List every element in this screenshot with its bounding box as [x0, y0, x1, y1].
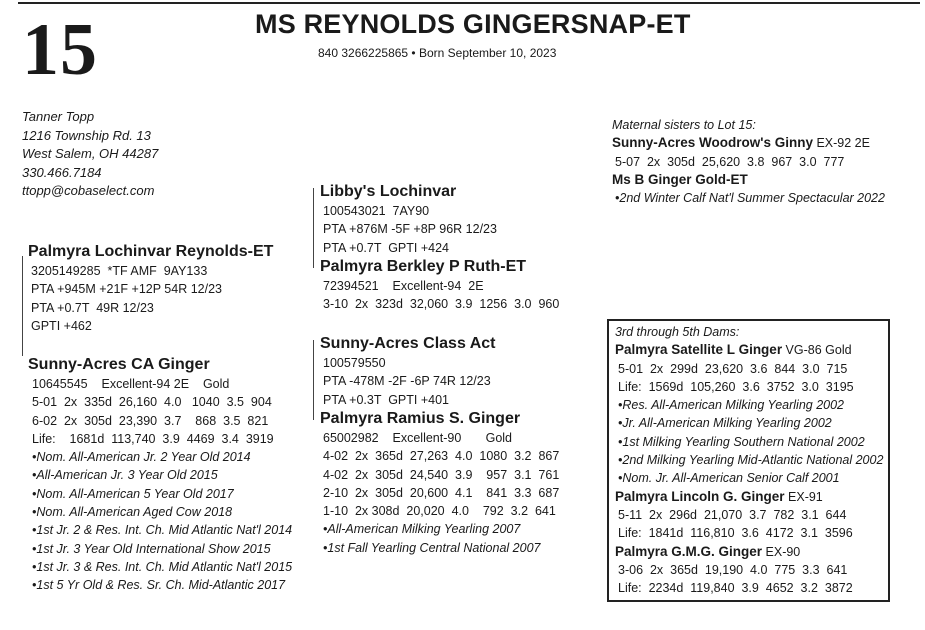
dam-dam-line: 4-02 2x 365d 27,263 4.0 1080 3.2 867 [323, 449, 560, 464]
consignor-address-line-1: 1216 Township Rd. 13 [22, 127, 151, 143]
dam-line: 10645545 Excellent-94 2E Gold [32, 377, 230, 391]
pedigree-connector-sire-dam [22, 256, 23, 356]
sire-line: GPTI +462 [31, 318, 92, 333]
dam4-line: Life: 1841d 116,810 3.6 4172 3.1 3596 [618, 526, 853, 541]
consignor-email: ttopp@cobaselect.com [22, 183, 155, 198]
sire-sire-block [320, 182, 497, 257]
dams-box-heading: 3rd through 5th Dams: [615, 325, 740, 339]
lot-number: 15 [22, 9, 98, 91]
consignor-address-line-2: West Salem, OH 44287 [22, 146, 159, 161]
dam5-score: EX-90 [762, 544, 801, 559]
dam5-line: Life: 2234d 119,840 3.9 4652 3.2 3872 [618, 581, 853, 596]
dams-box-content [615, 323, 883, 597]
dam-sire-block [320, 334, 495, 409]
maternal-sisters-heading: Maternal sisters to Lot 15: [612, 118, 756, 132]
dam3-line: 5-01 2x 299d 23,620 3.6 844 3.0 715 [618, 361, 848, 376]
consignor-name: Tanner Topp [22, 109, 95, 124]
sire-line: 3205149285 *TF AMF 9AY133 [31, 264, 208, 278]
dam-dam-block [320, 409, 559, 557]
dam-honor: •1st Jr. 3 & Res. Int. Ch. Mid Atlantic Nat'l 2015 [32, 559, 293, 574]
sire-sire-name: Libby's Lochinvar [320, 183, 457, 200]
dam-dam-line: 2-10 2x 305d 20,600 4.1 841 3.3 687 [323, 485, 560, 500]
consignor-phone: 330.466.7184 [22, 164, 102, 180]
dam-dam-name: Palmyra Ramius S. Ginger [320, 410, 521, 427]
dam-name: Sunny-Acres CA Ginger [28, 356, 210, 373]
sire-sire-line: PTA +0.7T GPTI +424 [323, 240, 449, 255]
dam-sire-line: 100579550 [323, 356, 386, 370]
dam3-line: Life: 1569d 105,260 3.6 3752 3.0 3195 [618, 379, 854, 394]
dam-dam-line: 1-10 2x 308d 20,020 4.0 792 3.2 641 [323, 504, 556, 519]
pedigree-connector-sire-parents [313, 188, 314, 268]
sister-name: Ms B Ginger Gold-ET [612, 172, 748, 188]
animal-name: MS REYNOLDS GINGERSNAP-ET [255, 9, 691, 39]
sister-score: EX-92 2E [812, 136, 870, 151]
maternal-sisters-block [612, 116, 885, 208]
dam-dam-honor: •All-American Milking Yearling 2007 [323, 522, 521, 537]
dam3-honor: •Nom. Jr. All-American Senior Calf 2001 [618, 471, 840, 486]
dam-dam-line: 4-02 2x 305d 24,540 3.9 957 3.1 761 [323, 467, 560, 482]
dam-sire-name: Sunny-Acres Class Act [320, 335, 496, 352]
dam-honor: •All-American Jr. 3 Year Old 2015 [32, 468, 218, 483]
dam-sire-line: PTA -478M -2F -6P 74R 12/23 [323, 374, 491, 389]
sire-name: Palmyra Lochinvar Reynolds-ET [28, 243, 274, 260]
sire-dam-block [320, 257, 559, 314]
dam3-honor: •Res. All-American Milking Yearling 2002 [618, 398, 845, 413]
consignor-info [22, 108, 158, 201]
sire-dam-line: 72394521 Excellent-94 2E [323, 279, 484, 293]
dam-honor: •Nom. All-American 5 Year Old 2017 [32, 486, 234, 501]
pedigree-connector-dam-parents [313, 340, 314, 420]
sister-honor: •2nd Winter Calf Nat'l Summer Spectacular 2022 [615, 191, 885, 206]
sire-block [28, 242, 273, 335]
dam4-line: 5-11 2x 296d 21,070 3.7 782 3.1 644 [618, 507, 847, 522]
registration-birth: 840 3266225865 • Born September 10, 2023 [318, 46, 557, 60]
dam5-name: Palmyra G.M.G. Ginger [615, 543, 763, 559]
sister-name: Sunny-Acres Woodrow's Ginny [612, 135, 813, 151]
dam3-honor: •2nd Milking Yearling Mid-Atlantic National 2002 [618, 453, 884, 468]
dam-line: Life: 1681d 113,740 3.9 4469 3.4 3919 [32, 431, 274, 446]
sire-sire-line: PTA +876M -5F +8P 96R 12/23 [323, 222, 497, 237]
dam-line: 5-01 2x 335d 26,160 4.0 1040 3.5 904 [32, 395, 272, 410]
sire-dam-line: 3-10 2x 323d 32,060 3.9 1256 3.0 960 [323, 297, 560, 312]
sire-dam-name: Palmyra Berkley P Ruth-ET [320, 258, 527, 275]
dam3-score: VG-86 Gold [782, 343, 852, 358]
dam-honor: •1st 5 Yr Old & Res. Sr. Ch. Mid-Atlantic 2017 [32, 578, 286, 593]
dam-dam-honor: •1st Fall Yearling Central National 2007 [323, 540, 541, 555]
dam3-name: Palmyra Satellite L Ginger [615, 342, 783, 358]
dam-honor: •Nom. All-American Aged Cow 2018 [32, 505, 233, 520]
dam-honor: •1st Jr. 3 Year Old International Show 2015 [32, 541, 271, 556]
sire-line: PTA +0.7T 49R 12/23 [31, 300, 154, 315]
dam3-honor: •Jr. All-American Milking Yearling 2002 [618, 416, 832, 431]
dam-line: 6-02 2x 305d 23,390 3.7 868 3.5 821 [32, 413, 269, 428]
dam-honor: •1st Jr. 2 & Res. Int. Ch. Mid Atlantic Nat'l 2014 [32, 523, 293, 538]
dam5-line: 3-06 2x 365d 19,190 4.0 775 3.3 641 [618, 562, 848, 577]
dam-honor: •Nom. All-American Jr. 2 Year Old 2014 [32, 450, 251, 465]
dam4-name: Palmyra Lincoln G. Ginger [615, 488, 785, 504]
dam4-score: EX-91 [784, 489, 823, 504]
dam-sire-line: PTA +0.3T GPTI +401 [323, 392, 449, 407]
dam3-honor: •1st Milking Yearling Southern National 2002 [618, 434, 865, 449]
sire-sire-line: 100543021 7AY90 [323, 204, 430, 218]
dam-dam-line: 65002982 Excellent-90 Gold [323, 431, 513, 445]
sister-record: 5-07 2x 305d 25,620 3.8 967 3.0 777 [615, 154, 845, 169]
header-rule [18, 2, 920, 4]
dam-block [28, 355, 292, 595]
sire-line: PTA +945M +21F +12P 54R 12/23 [31, 282, 222, 297]
